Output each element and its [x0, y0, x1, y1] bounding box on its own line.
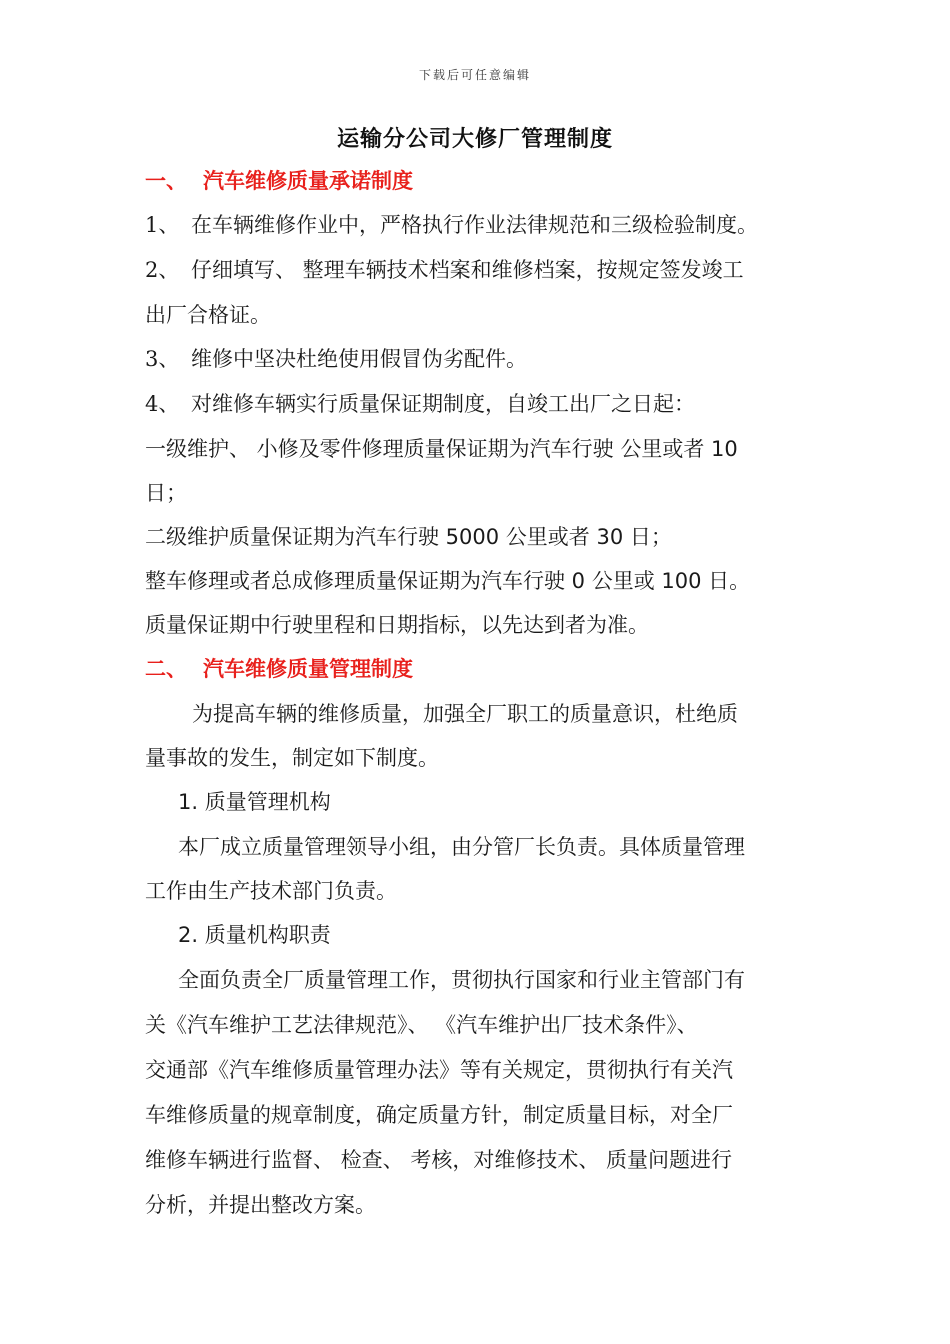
item-text: 仔细填写、 整理车辆技术档案和维修档案，按规定签发竣工 [191, 258, 744, 282]
item-number: 4、 [145, 392, 180, 416]
item-number: 1、 [145, 213, 180, 237]
subsection2-title: 2. 质量机构职责 [178, 923, 331, 947]
header-note: 下载后可任意编辑 [418, 68, 531, 82]
document-title: 运输分公司大修厂管理制度 [336, 127, 613, 152]
warranty-overhaul: 整车修理或者总成修理质量保证期为汽车行驶 0 公里或 100 日。 [145, 569, 751, 593]
section1-item2 [145, 257, 744, 283]
warranty-rule: 质量保证期中行驶里程和日期指标，以先达到者为准。 [145, 613, 649, 637]
item-text: 维修中坚决杜绝使用假冒伪劣配件。 [191, 347, 527, 371]
section2-intro-line1: 为提高车辆的维修质量，加强全厂职工的质量意识，杜绝质 [192, 702, 738, 726]
subsection2-line5: 维修车辆进行监督、 检查、 考核，对维修技术、 质量问题进行 [145, 1148, 733, 1172]
section2-intro-line2: 量事故的发生，制定如下制度。 [145, 746, 439, 770]
item-number: 3、 [145, 347, 180, 371]
warranty-level1-line1: 一级维护、 小修及零件修理质量保证期为汽车行驶 公里或者 10 [145, 437, 738, 461]
section2-number: 二、 [145, 657, 187, 681]
warranty-level2: 二级维护质量保证期为汽车行驶 5000 公里或者 30 日； [145, 525, 672, 549]
item-number: 2、 [145, 258, 180, 282]
section1-item4 [145, 391, 695, 417]
subsection2-line6: 分析，并提出整改方案。 [145, 1193, 376, 1217]
section1-item1 [145, 212, 758, 238]
subsection1-line2: 工作由生产技术部门负责。 [145, 879, 397, 903]
section1-item2-continued: 出厂合格证。 [145, 303, 271, 327]
section1-number: 一、 [145, 169, 187, 193]
item-text: 对维修车辆实行质量保证期制度，自竣工出厂之日起： [191, 392, 695, 416]
section1-heading [145, 168, 413, 194]
subsection1-title: 1. 质量管理机构 [178, 790, 331, 814]
subsection2-line4: 车维修质量的规章制度，确定质量方针，制定质量目标，对全厂 [145, 1103, 733, 1127]
subsection2-line2: 关《汽车维护工艺法律规范》、 《汽车维护出厂技术条件》、 [145, 1013, 698, 1037]
section1-item3 [145, 346, 527, 372]
subsection2-line1: 全面负责全厂质量管理工作，贯彻执行国家和行业主管部门有 [178, 968, 745, 992]
subsection2-line3: 交通部《汽车维修质量管理办法》等有关规定，贯彻执行有关汽 [145, 1058, 733, 1082]
subsection1-line1: 本厂成立质量管理领导小组，由分管厂长负责。具体质量管理 [178, 835, 745, 859]
section2-heading-text: 汽车维修质量管理制度 [203, 657, 413, 681]
warranty-level1-line2: 日； [145, 481, 187, 505]
section2-heading [145, 656, 413, 682]
item-text: 在车辆维修作业中，严格执行作业法律规范和三级检验制度。 [191, 213, 758, 237]
section1-heading-text: 汽车维修质量承诺制度 [203, 169, 413, 193]
